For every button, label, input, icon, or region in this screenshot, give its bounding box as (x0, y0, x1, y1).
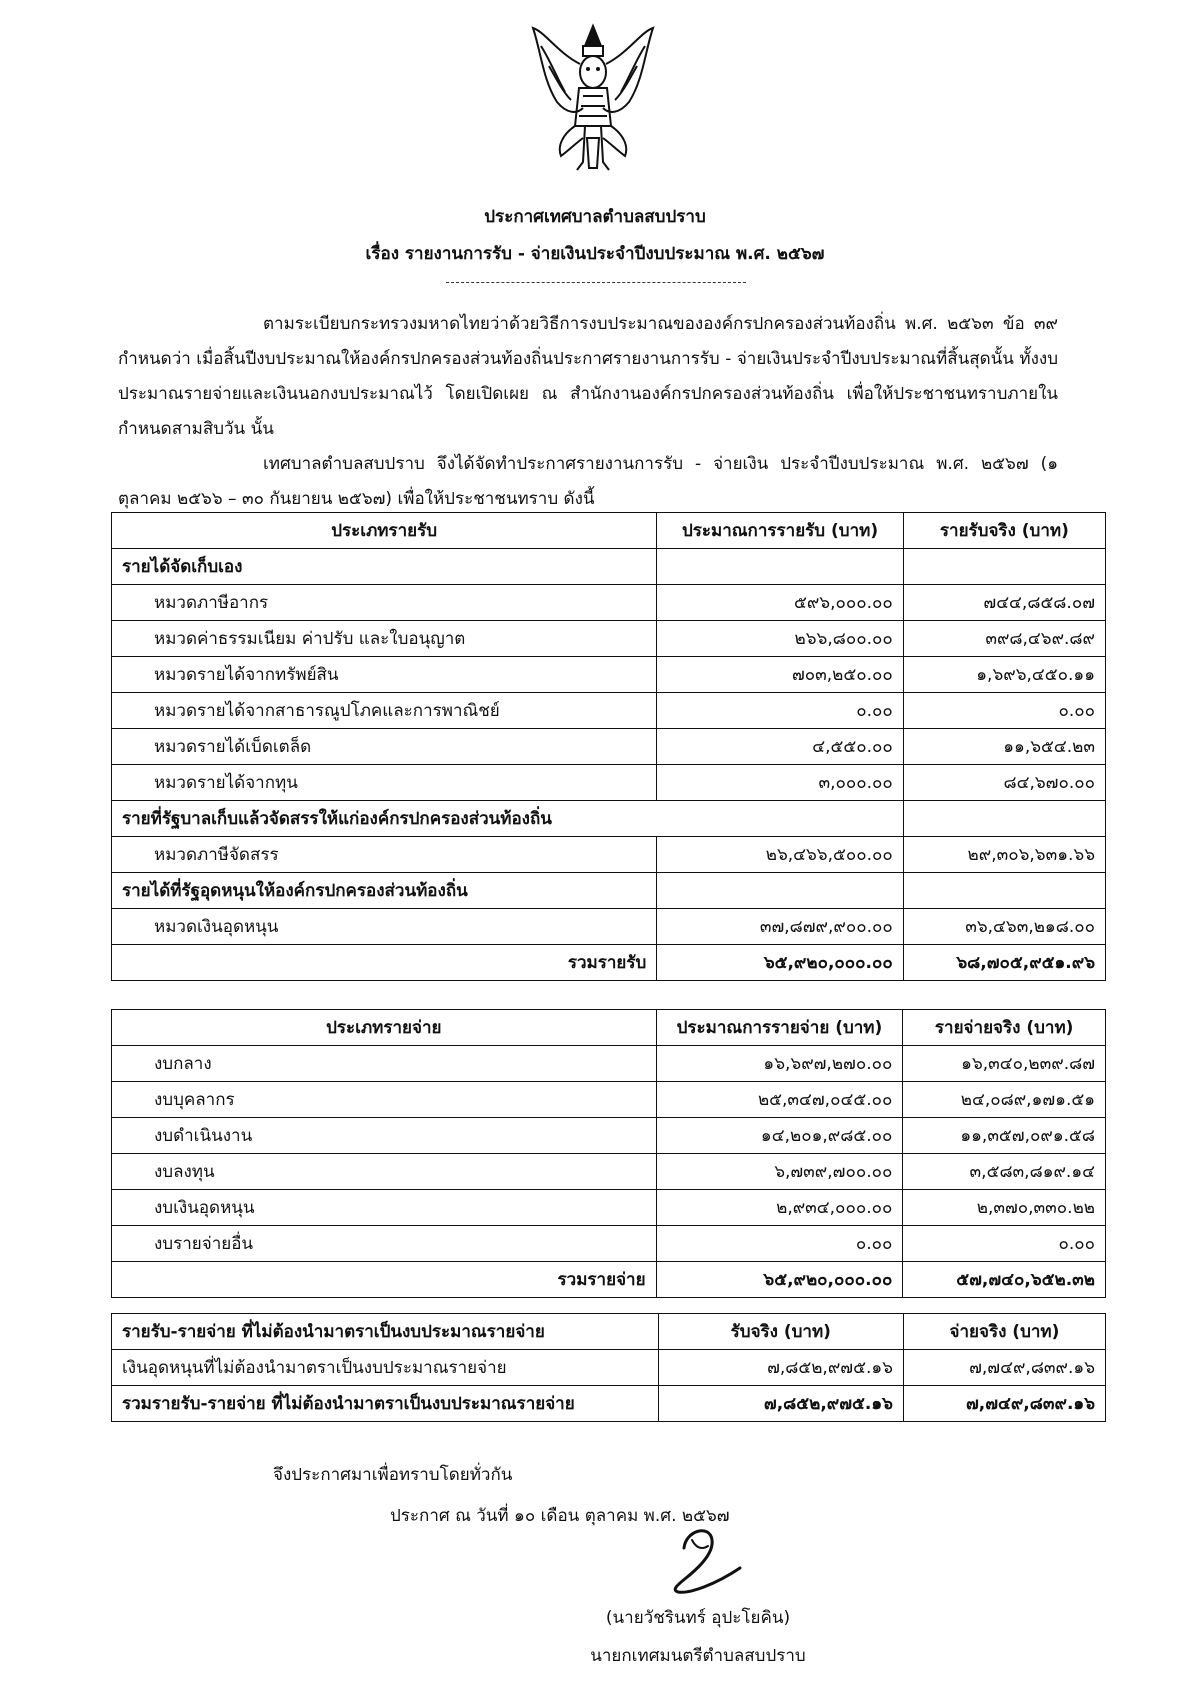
revenue-estimate-value: ๒๖,๔๖๖,๕๐๐.๐๐ (657, 837, 903, 873)
expense-item-label: งบลงทุน (112, 1154, 657, 1190)
revenue-item-label: หมวดรายได้จากสาธารณูปโภคและการพาณิชย์ (112, 693, 657, 729)
non-budget-paid-header: จ่ายจริง (บาท) (903, 1314, 1105, 1350)
expense-estimate-value: ๑๖,๖๙๗,๒๗๐.๐๐ (656, 1046, 903, 1082)
non-budget-total-received: ๗,๘๕๒,๙๗๕.๑๖ (658, 1386, 903, 1422)
announcement-title: ประกาศเทศบาลตำบลสบปราบ (484, 207, 706, 227)
expense-estimate-header: ประมาณการรายจ่าย (บาท) (656, 1010, 903, 1046)
table-row (112, 693, 1106, 729)
revenue-estimate-value: ๐.๐๐ (657, 693, 903, 729)
revenue-group-row (112, 873, 1106, 909)
table-row (112, 657, 1106, 693)
revenue-actual-value: ๓๙๘,๔๖๙.๘๙ (903, 621, 1105, 657)
revenue-actual-value: ๑,๖๙๖,๔๕๐.๑๑ (903, 657, 1105, 693)
revenue-group-label: รายได้ที่รัฐอุดหนุนให้องค์กรปกครองส่วนท้องถิ่น (112, 873, 657, 909)
expense-item-label: งบดำเนินงาน (112, 1118, 657, 1154)
non-budget-header-row (112, 1314, 1106, 1350)
signatory-position: นายกเทศมนตรีตำบลสบปราบ (590, 1646, 806, 1666)
table-row (112, 909, 1106, 945)
revenue-actual-value: ๗๔๔,๘๕๘.๐๗ (903, 585, 1105, 621)
table-row (112, 1226, 1106, 1262)
revenue-item-label: หมวดรายได้เบ็ดเตล็ด (112, 729, 657, 765)
revenue-estimate-value: ๔,๕๕๐.๐๐ (657, 729, 903, 765)
revenue-estimate-header: ประมาณการรายรับ (บาท) (657, 513, 903, 549)
table-row (112, 621, 1106, 657)
expense-estimate-value: ๒๕,๓๔๗,๐๔๕.๐๐ (656, 1082, 903, 1118)
signatory-name: (นายวัชรินทร์ อุปะโยคิน) (605, 1608, 791, 1628)
table-row (112, 1154, 1106, 1190)
expense-estimate-value: ๖,๗๓๙,๗๐๐.๐๐ (656, 1154, 903, 1190)
table-row (112, 1190, 1106, 1226)
closing-statement: จึงประกาศมาเพื่อทราบโดยทั่วกัน (273, 1465, 513, 1485)
intro-paragraph (118, 307, 1058, 447)
revenue-actual-value: ๓๖,๔๖๓,๒๑๘.๐๐ (903, 909, 1105, 945)
expense-actual-value: ๓,๕๘๓,๘๑๙.๑๔ (903, 1154, 1106, 1190)
non-budget-total-row (112, 1386, 1106, 1422)
title-divider (446, 282, 746, 283)
announcement-date: ประกาศ ณ วันที่ ๑๐ เดือน ตุลาคม พ.ศ. ๒๕๖๗ (390, 1506, 730, 1526)
expense-actual-value: ๒,๓๗๐,๓๓๐.๒๒ (903, 1190, 1106, 1226)
expense-total-actual: ๕๗,๗๔๐,๖๕๒.๓๒ (903, 1262, 1106, 1298)
table-row (112, 1118, 1106, 1154)
non-budget-item-label: เงินอุดหนุนที่ไม่ต้องนำมาตราเป็นงบประมาณรายจ่าย (112, 1350, 659, 1386)
revenue-header-row (112, 513, 1106, 549)
non-budget-type-header: รายรับ-รายจ่าย ที่ไม่ต้องนำมาตราเป็นงบประมาณรายจ่าย (112, 1314, 659, 1350)
revenue-total-row (112, 945, 1106, 981)
revenue-total-estimate: ๖๕,๙๒๐,๐๐๐.๐๐ (657, 945, 903, 981)
expense-estimate-value: ๒,๙๓๔,๐๐๐.๐๐ (656, 1190, 903, 1226)
non-budget-total-paid: ๗,๗๔๙,๘๓๙.๑๖ (903, 1386, 1105, 1422)
revenue-estimate-value: ๓,๐๐๐.๐๐ (657, 765, 903, 801)
expense-actual-header: รายจ่ายจริง (บาท) (903, 1010, 1106, 1046)
expense-item-label: งบกลาง (112, 1046, 657, 1082)
revenue-actual-header: รายรับจริง (บาท) (903, 513, 1105, 549)
table-row (112, 1046, 1106, 1082)
revenue-group-row (112, 549, 1106, 585)
revenue-type-header: ประเภทรายรับ (112, 513, 657, 549)
revenue-item-label: หมวดค่าธรรมเนียม ค่าปรับ และใบอนุญาต (112, 621, 657, 657)
expense-item-label: งบรายจ่ายอื่น (112, 1226, 657, 1262)
intro-paragraph-text: ตามระเบียบกระทรวงมหาดไทยว่าด้วยวิธีการงบประมาณขององค์กรปกครองส่วนท้องถิ่น พ.ศ. ๒๕๖๓ ข้อ ๓๙ กำหนดว่า เมื่อสิ้นปีงบประมาณให้องค์กรปกครองส่วนท้องถิ่นประกาศรายงานการรับ - จ่ายเงินประจำปีงบประมาณที่สิ้นสุดนั้น ทั้งงบประมาณรายจ่ายและเงินนอกงบประมาณไว้ โดยเปิดเผย ณ สำนักงานองค์กรปกครองส่วนท้องถิ่น เพื่อให้ประชาชนทราบภายในกำหนดสามสิบวัน นั้น (118, 314, 1058, 439)
signature-icon (656, 1518, 746, 1600)
expense-actual-value: ๒๔,๐๘๙,๑๗๑.๕๑ (903, 1082, 1106, 1118)
non-budget-received-value: ๗,๘๕๒,๙๗๕.๑๖ (658, 1350, 903, 1386)
statement-paragraph-text: เทศบาลตำบลสบปราบ จึงได้จัดทำประกาศรายงานการรับ - จ่ายเงิน ประจำปีงบประมาณ พ.ศ. ๒๕๖๗ (๑ ตุลาคม ๒๕๖๖ – ๓๐ กันยายน ๒๕๖๗) เพื่อให้ประชาชนทราบ ดังนี้ (118, 454, 1058, 509)
expense-actual-value: ๑๖,๓๔๐,๒๓๙.๘๗ (903, 1046, 1106, 1082)
expense-actual-value: ๐.๐๐ (903, 1226, 1106, 1262)
revenue-estimate-value: ๓๗,๘๗๙,๙๐๐.๐๐ (657, 909, 903, 945)
revenue-estimate-value: ๗๐๓,๒๕๐.๐๐ (657, 657, 903, 693)
non-budget-total-label: รวมรายรับ-รายจ่าย ที่ไม่ต้องนำมาตราเป็นงบประมาณรายจ่าย (112, 1386, 659, 1422)
revenue-item-label: หมวดเงินอุดหนุน (112, 909, 657, 945)
expense-item-label: งบเงินอุดหนุน (112, 1190, 657, 1226)
expense-total-row (112, 1262, 1106, 1298)
expense-item-label: งบบุคลากร (112, 1082, 657, 1118)
expense-total-estimate: ๖๕,๙๒๐,๐๐๐.๐๐ (656, 1262, 903, 1298)
table-row (112, 585, 1106, 621)
table-row (112, 837, 1106, 873)
revenue-actual-value: ๐.๐๐ (903, 693, 1105, 729)
announcement-subject: เรื่อง รายงานการรับ - จ่ายเงินประจำปีงบประมาณ พ.ศ. ๒๕๖๗ (365, 244, 825, 264)
expense-estimate-value: ๐.๐๐ (656, 1226, 903, 1262)
revenue-item-label: หมวดภาษีอากร (112, 585, 657, 621)
statement-paragraph (118, 447, 1058, 517)
non-budget-received-header: รับจริง (บาท) (658, 1314, 903, 1350)
revenue-total-actual: ๖๘,๗๐๕,๙๕๑.๙๖ (903, 945, 1105, 981)
expense-total-label: รวมรายจ่าย (112, 1262, 657, 1298)
revenue-item-label: หมวดรายได้จากทุน (112, 765, 657, 801)
expense-actual-value: ๑๑,๓๕๗,๐๙๑.๕๘ (903, 1118, 1106, 1154)
non-budget-paid-value: ๗,๗๔๙,๘๓๙.๑๖ (903, 1350, 1105, 1386)
revenue-group-label: รายได้จัดเก็บเอง (112, 549, 657, 585)
expense-type-header: ประเภทรายจ่าย (112, 1010, 657, 1046)
expense-estimate-value: ๑๔,๒๐๑,๙๘๕.๐๐ (656, 1118, 903, 1154)
revenue-group-row (112, 801, 1106, 837)
revenue-actual-value: ๘๔,๖๗๐.๐๐ (903, 765, 1105, 801)
table-row (112, 765, 1106, 801)
non-budget-table (111, 1313, 1106, 1422)
expense-table (111, 1009, 1106, 1298)
revenue-item-label: หมวดภาษีจัดสรร (112, 837, 657, 873)
revenue-group-label: รายที่รัฐบาลเก็บแล้วจัดสรรให้แก่องค์กรปกครองส่วนท้องถิ่น (112, 801, 904, 837)
revenue-item-label: หมวดรายได้จากทรัพย์สิน (112, 657, 657, 693)
expense-header-row (112, 1010, 1106, 1046)
table-row (112, 1082, 1106, 1118)
garuda-emblem-icon (527, 22, 659, 174)
table-row (112, 1350, 1106, 1386)
revenue-actual-value: ๒๙,๓๐๖,๖๓๑.๖๖ (903, 837, 1105, 873)
revenue-estimate-value: ๒๖๖,๘๐๐.๐๐ (657, 621, 903, 657)
revenue-actual-value: ๑๑,๖๕๔.๒๓ (903, 729, 1105, 765)
revenue-table (111, 512, 1106, 981)
table-row (112, 729, 1106, 765)
revenue-estimate-value: ๕๙๖,๐๐๐.๐๐ (657, 585, 903, 621)
revenue-total-label: รวมรายรับ (112, 945, 657, 981)
